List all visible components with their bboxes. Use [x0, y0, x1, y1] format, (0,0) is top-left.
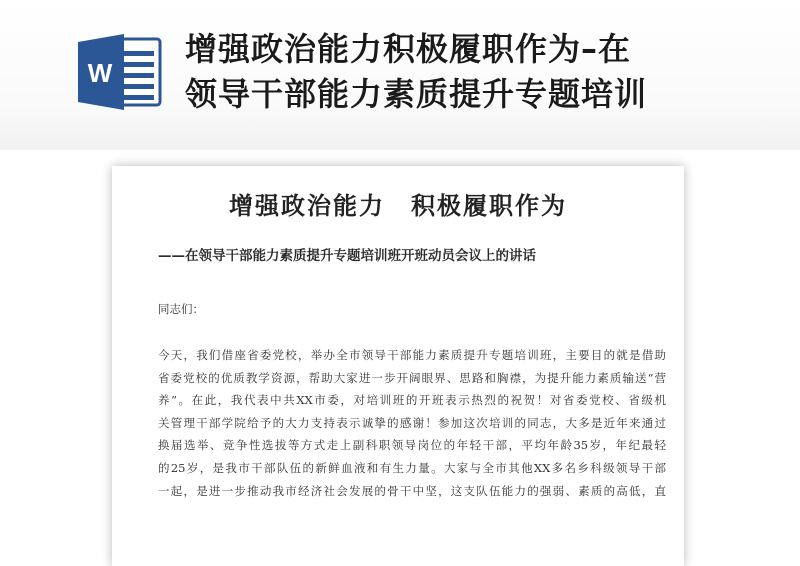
- body-line: 省委党校的优质教学资源，帮助大家进一步开阔眼界、思路和胸襟，为提升能力素质输送“营: [158, 370, 666, 385]
- body-line: 的25岁，是我市干部队伍的新鲜血液和有生力量。大家与全市其他XX多名乡科级领导干部: [158, 460, 666, 475]
- word-icon: [76, 33, 164, 111]
- document-body: [158, 344, 666, 502]
- body-line: 一起，是进一步推动我市经济社会发展的骨干中坚，这支队伍能力的强弱、素质的高低，直: [158, 483, 666, 498]
- page-title-line-2: 领导干部能力素质提升专题培训: [185, 75, 648, 113]
- body-line: 换届选举、竞争性选拔等方式走上副科职领导岗位的年轻干部，平均年龄35岁，年纪最轻: [158, 438, 666, 453]
- page-title-line-1: 增强政治能力积极履职作为–在: [185, 30, 632, 68]
- document-salutation: 同志们：: [158, 302, 204, 316]
- document-page: [112, 166, 684, 566]
- body-line: 关管理干部学院给予的大力支持表示诚挚的感谢！参加这次培训的同志，大多是近年来通过: [158, 415, 666, 430]
- document-subtitle: ——在领导干部能力素质提升专题培训班开班动员会议上的讲话: [158, 248, 536, 264]
- body-line: 养”。在此，我代表中共XX市委，对培训班的开班表示热烈的祝贺！对省委党校、省级机: [158, 393, 666, 408]
- body-line: 今天，我们借座省委党校，举办全市领导干部能力素质提升专题培训班，主要目的就是借助: [158, 348, 666, 362]
- page-title: [185, 27, 785, 117]
- document-title: 增强政治能力 积极履职作为: [229, 191, 567, 220]
- word-icon-letter: W: [87, 58, 113, 88]
